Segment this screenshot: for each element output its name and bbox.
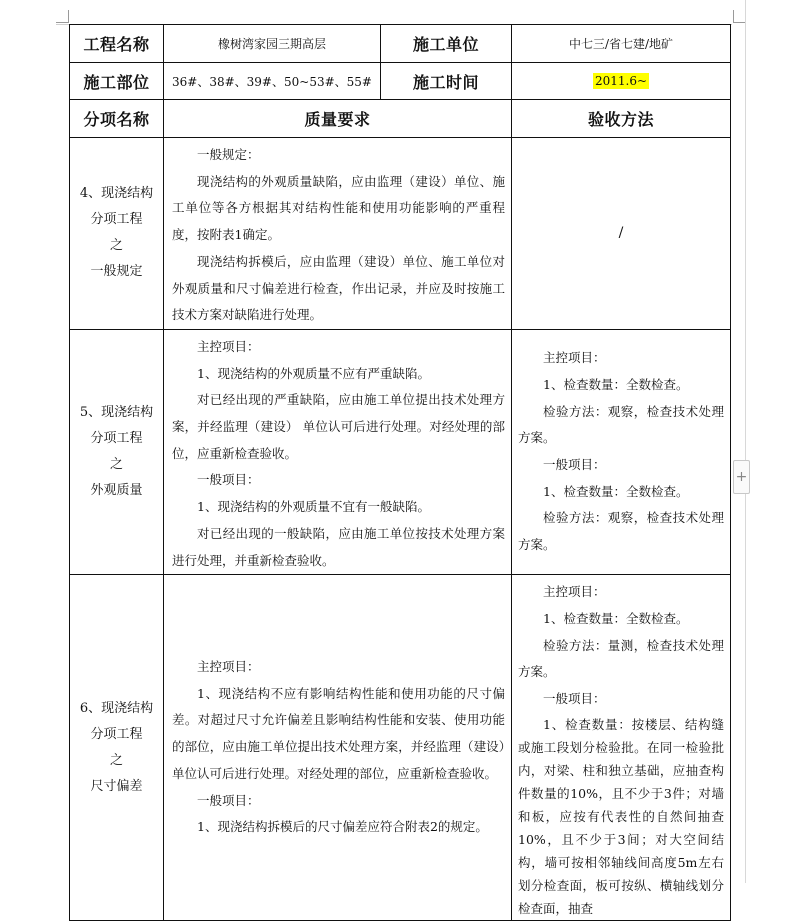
method-paragraph: 主控项目： bbox=[543, 350, 606, 366]
item-name-cell bbox=[70, 329, 164, 574]
construction-time-cell bbox=[512, 63, 731, 100]
method-cell bbox=[512, 138, 731, 330]
method-cell bbox=[512, 329, 731, 574]
header-row-1 bbox=[70, 25, 731, 63]
quality-paragraph: 对已经出现的严重缺陷，应由施工单位提出技术处理方案，并经监理（建设） 单位认可后进行处理。对经处理的部位，应重新检查验收。 bbox=[172, 392, 505, 461]
method-paragraph: 检验方法：量测，检查技术处理方案。 bbox=[518, 637, 724, 680]
quality-paragraph: 主控项目： bbox=[197, 338, 260, 354]
item-name-line: 5、现浇结构 bbox=[79, 405, 154, 421]
item-name-line: 分项工程 bbox=[90, 726, 143, 742]
quality-cell bbox=[164, 138, 512, 330]
method-paragraph: 一般项目： bbox=[543, 457, 606, 473]
construction-part-value: 36#、38#、39#、50~53#、55# bbox=[164, 63, 381, 100]
item-name-line: 4、现浇结构 bbox=[79, 186, 154, 202]
acceptance-table bbox=[69, 24, 731, 921]
quality-paragraph: 1、现浇结构拆模后的尺寸偏差应符合附表2的规定。 bbox=[197, 819, 488, 835]
item-name-line: 之 bbox=[109, 238, 123, 254]
quality-paragraph: 一般项目： bbox=[197, 472, 260, 488]
construction-part-label: 施工部位 bbox=[70, 63, 164, 100]
method-cell bbox=[512, 575, 731, 921]
quality-paragraph: 对已经出现的一般缺陷，应由施工单位按技术处理方案进行处理，并重新检查验收。 bbox=[172, 525, 505, 568]
method-paragraph: 1、检查数量：按楼层、结构缝或施工段划分检验批。在同一检验批内，对梁、柱和独立基础，应抽查构件数量的10%，且不少于3件；对墙和板，应按有代表性的自然间抽查10%，且不少于3间；对大空间结构，墙可按相邻轴线间高度5m左右划分检查面，板可按纵、横轴线划分检查面，抽查 bbox=[518, 716, 724, 916]
quality-paragraph: 主控项目： bbox=[197, 659, 260, 675]
quality-cell bbox=[164, 575, 512, 921]
quality-paragraph: 1、现浇结构的外观质量不应有严重缺陷。 bbox=[197, 365, 430, 381]
construction-unit-value: 中七三/省七建/地矿 bbox=[512, 25, 731, 63]
quality-cell bbox=[164, 329, 512, 574]
table-row bbox=[70, 575, 731, 921]
page-right-edge bbox=[745, 0, 746, 883]
table-row bbox=[70, 138, 731, 330]
item-name-cell bbox=[70, 575, 164, 921]
item-name-line: 6、现浇结构 bbox=[79, 700, 154, 716]
project-name-label: 工程名称 bbox=[70, 25, 164, 63]
method-paragraph: 主控项目： bbox=[543, 584, 606, 600]
method-paragraph: 1、检查数量：全数检查。 bbox=[543, 483, 689, 499]
table-row bbox=[70, 329, 731, 574]
method-paragraph: 检验方法：观察，检查技术处理方案。 bbox=[518, 510, 724, 553]
quality-paragraph: 一般规定： bbox=[197, 147, 260, 162]
method-paragraph: 一般项目： bbox=[543, 691, 606, 707]
quality-paragraph: 1、现浇结构不应有影响结构性能和使用功能的尺寸偏差。对超过尺寸允许偏差且影响结构性能和安装、使用功能的部位，应由施工单位提出技术处理方案，并经监理（建设）单位认可后进行处理。对经处理的部位，应重新检查验收。 bbox=[172, 685, 505, 781]
item-name-line: 之 bbox=[109, 457, 123, 473]
method-paragraph: 检验方法：观察，检查技术处理方案。 bbox=[518, 403, 724, 446]
column-header-row bbox=[70, 100, 731, 138]
method-empty-slash: / bbox=[618, 225, 624, 242]
item-name-line: 分项工程 bbox=[90, 212, 143, 228]
method-paragraph: 1、检查数量：全数检查。 bbox=[543, 610, 689, 626]
construction-time-value: 2011.6~ bbox=[594, 74, 648, 88]
project-name-value: 橡树湾家园三期高层 bbox=[164, 25, 381, 63]
quality-paragraph: 1、现浇结构的外观质量不宜有一般缺陷。 bbox=[197, 499, 430, 515]
header-row-2 bbox=[70, 63, 731, 100]
item-name-line: 尺寸偏差 bbox=[90, 778, 143, 794]
quality-paragraph: 现浇结构拆模后，应由监理（建设）单位、施工单位对外观质量和尺寸偏差进行检查，作出记录，并应及时按施工技术方案对缺陷进行处理。 bbox=[172, 253, 505, 323]
quality-paragraph: 一般项目： bbox=[197, 792, 260, 808]
item-name-line: 分项工程 bbox=[90, 431, 143, 447]
construction-time-label: 施工时间 bbox=[381, 63, 512, 100]
item-name-line: 一般规定 bbox=[90, 264, 143, 280]
expand-button[interactable]: + bbox=[733, 460, 750, 494]
method-paragraph: 1、检查数量：全数检查。 bbox=[543, 376, 689, 392]
item-name-line: 外观质量 bbox=[90, 483, 143, 499]
item-name-cell bbox=[70, 138, 164, 330]
col-method-header: 验收方法 bbox=[512, 100, 731, 138]
item-name-line: 之 bbox=[109, 752, 123, 768]
col-item-name-header: 分项名称 bbox=[70, 100, 164, 138]
construction-unit-label: 施工单位 bbox=[381, 25, 512, 63]
col-quality-header: 质量要求 bbox=[164, 100, 512, 138]
quality-paragraph: 现浇结构的外观质量缺陷，应由监理（建设）单位、施工单位等各方根据其对结构性能和使用功能影响的严重程度，按附表1确定。 bbox=[172, 173, 505, 243]
page-corner-mark-left bbox=[56, 10, 69, 23]
